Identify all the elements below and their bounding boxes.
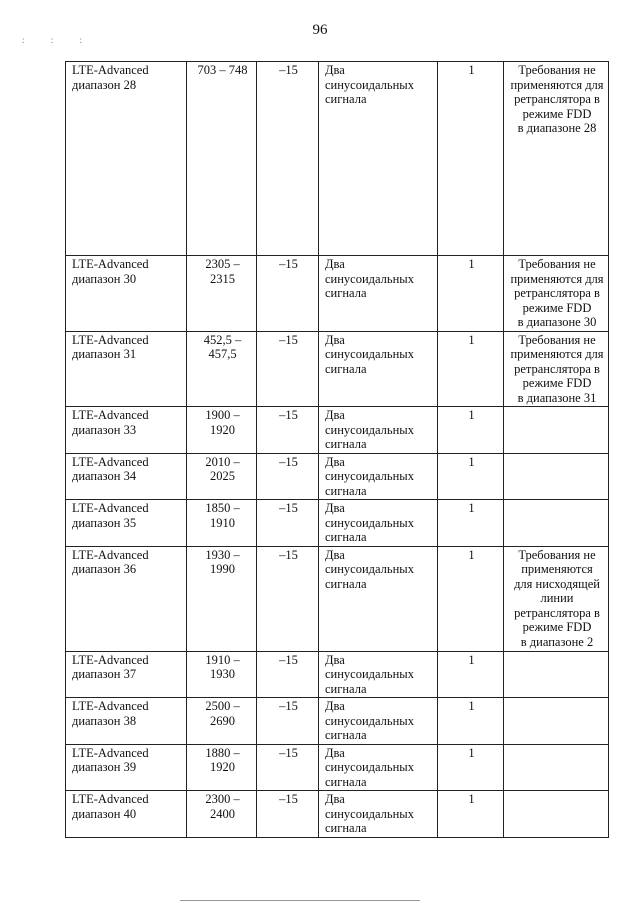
table-row [66, 453, 609, 500]
note-cell [504, 744, 609, 791]
frequency-cell: 1850 – 1910 [187, 500, 257, 547]
frequency-cell: 452,5 – 457,5 [187, 331, 257, 407]
level-cell: –15 [257, 62, 319, 256]
note-cell [504, 407, 609, 454]
note-cell [504, 698, 609, 745]
count-cell: 1 [438, 500, 504, 547]
count-cell: 1 [438, 62, 504, 256]
signal-cell: Два синусоидальных сигнала [319, 500, 438, 547]
table-row [66, 62, 609, 256]
level-cell: –15 [257, 744, 319, 791]
bottom-rule [180, 900, 420, 901]
note-cell [504, 651, 609, 698]
signal-cell: Два синусоидальных сигнала [319, 407, 438, 454]
frequency-cell: 703 – 748 [187, 62, 257, 256]
note-cell [504, 453, 609, 500]
band-cell: LTE-Advanced диапазон 39 [66, 744, 187, 791]
count-cell: 1 [438, 453, 504, 500]
signal-cell: Два синусоидальных сигнала [319, 791, 438, 838]
signal-cell: Два синусоидальных сигнала [319, 651, 438, 698]
note-cell [504, 791, 609, 838]
table-row [66, 500, 609, 547]
level-cell: –15 [257, 651, 319, 698]
frequency-cell: 1900 – 1920 [187, 407, 257, 454]
frequency-cell: 2010 – 2025 [187, 453, 257, 500]
signal-cell: Два синусоидальных сигнала [319, 698, 438, 745]
table-body [66, 62, 609, 838]
count-cell: 1 [438, 791, 504, 838]
level-cell: –15 [257, 453, 319, 500]
band-cell: LTE-Advanced диапазон 38 [66, 698, 187, 745]
count-cell: 1 [438, 331, 504, 407]
band-cell: LTE-Advanced диапазон 40 [66, 791, 187, 838]
signal-cell: Два синусоидальных сигнала [319, 331, 438, 407]
signal-cell: Два синусоидальных сигнала [319, 256, 438, 332]
note-cell: Требования не применяются для ретранслятора в режиме FDD в диапазоне 31 [504, 331, 609, 407]
band-cell: LTE-Advanced диапазон 30 [66, 256, 187, 332]
band-cell: LTE-Advanced диапазон 28 [66, 62, 187, 256]
level-cell: –15 [257, 256, 319, 332]
frequency-cell: 1910 – 1930 [187, 651, 257, 698]
signal-cell: Два синусоидальных сигнала [319, 453, 438, 500]
table-row [66, 744, 609, 791]
level-cell: –15 [257, 546, 319, 651]
signal-cell: Два синусоидальных сигнала [319, 546, 438, 651]
frequency-cell: 2300 – 2400 [187, 791, 257, 838]
signal-cell: Два синусоидальных сигнала [319, 62, 438, 256]
band-cell: LTE-Advanced диапазон 34 [66, 453, 187, 500]
level-cell: –15 [257, 500, 319, 547]
count-cell: 1 [438, 651, 504, 698]
frequency-cell: 1880 – 1920 [187, 744, 257, 791]
band-cell: LTE-Advanced диапазон 37 [66, 651, 187, 698]
count-cell: 1 [438, 546, 504, 651]
table-row [66, 698, 609, 745]
band-cell: LTE-Advanced диапазон 36 [66, 546, 187, 651]
note-cell: Требования не применяются для ретранслятора в режиме FDD в диапазоне 30 [504, 256, 609, 332]
frequency-cell: 1930 – 1990 [187, 546, 257, 651]
table-row [66, 331, 609, 407]
note-cell: Требования не применяются для нисходящей линии ретранслятора в режиме FDD в диапазоне 2 [504, 546, 609, 651]
table-row [66, 651, 609, 698]
band-cell: LTE-Advanced диапазон 35 [66, 500, 187, 547]
table-row [66, 791, 609, 838]
margin-marks: : : : [22, 35, 95, 45]
count-cell: 1 [438, 698, 504, 745]
note-cell: Требования не применяются для ретранслятора в режиме FDD в диапазоне 28 [504, 62, 609, 256]
band-cell: LTE-Advanced диапазон 31 [66, 331, 187, 407]
count-cell: 1 [438, 407, 504, 454]
note-cell [504, 500, 609, 547]
page-number: 96 [312, 22, 328, 38]
frequency-cell: 2500 – 2690 [187, 698, 257, 745]
signal-cell: Два синусоидальных сигнала [319, 744, 438, 791]
band-cell: LTE-Advanced диапазон 33 [66, 407, 187, 454]
level-cell: –15 [257, 791, 319, 838]
spec-table [65, 61, 609, 838]
table-row [66, 546, 609, 651]
table-row [66, 407, 609, 454]
level-cell: –15 [257, 407, 319, 454]
level-cell: –15 [257, 698, 319, 745]
frequency-cell: 2305 – 2315 [187, 256, 257, 332]
count-cell: 1 [438, 744, 504, 791]
count-cell: 1 [438, 256, 504, 332]
level-cell: –15 [257, 331, 319, 407]
table-row [66, 256, 609, 332]
